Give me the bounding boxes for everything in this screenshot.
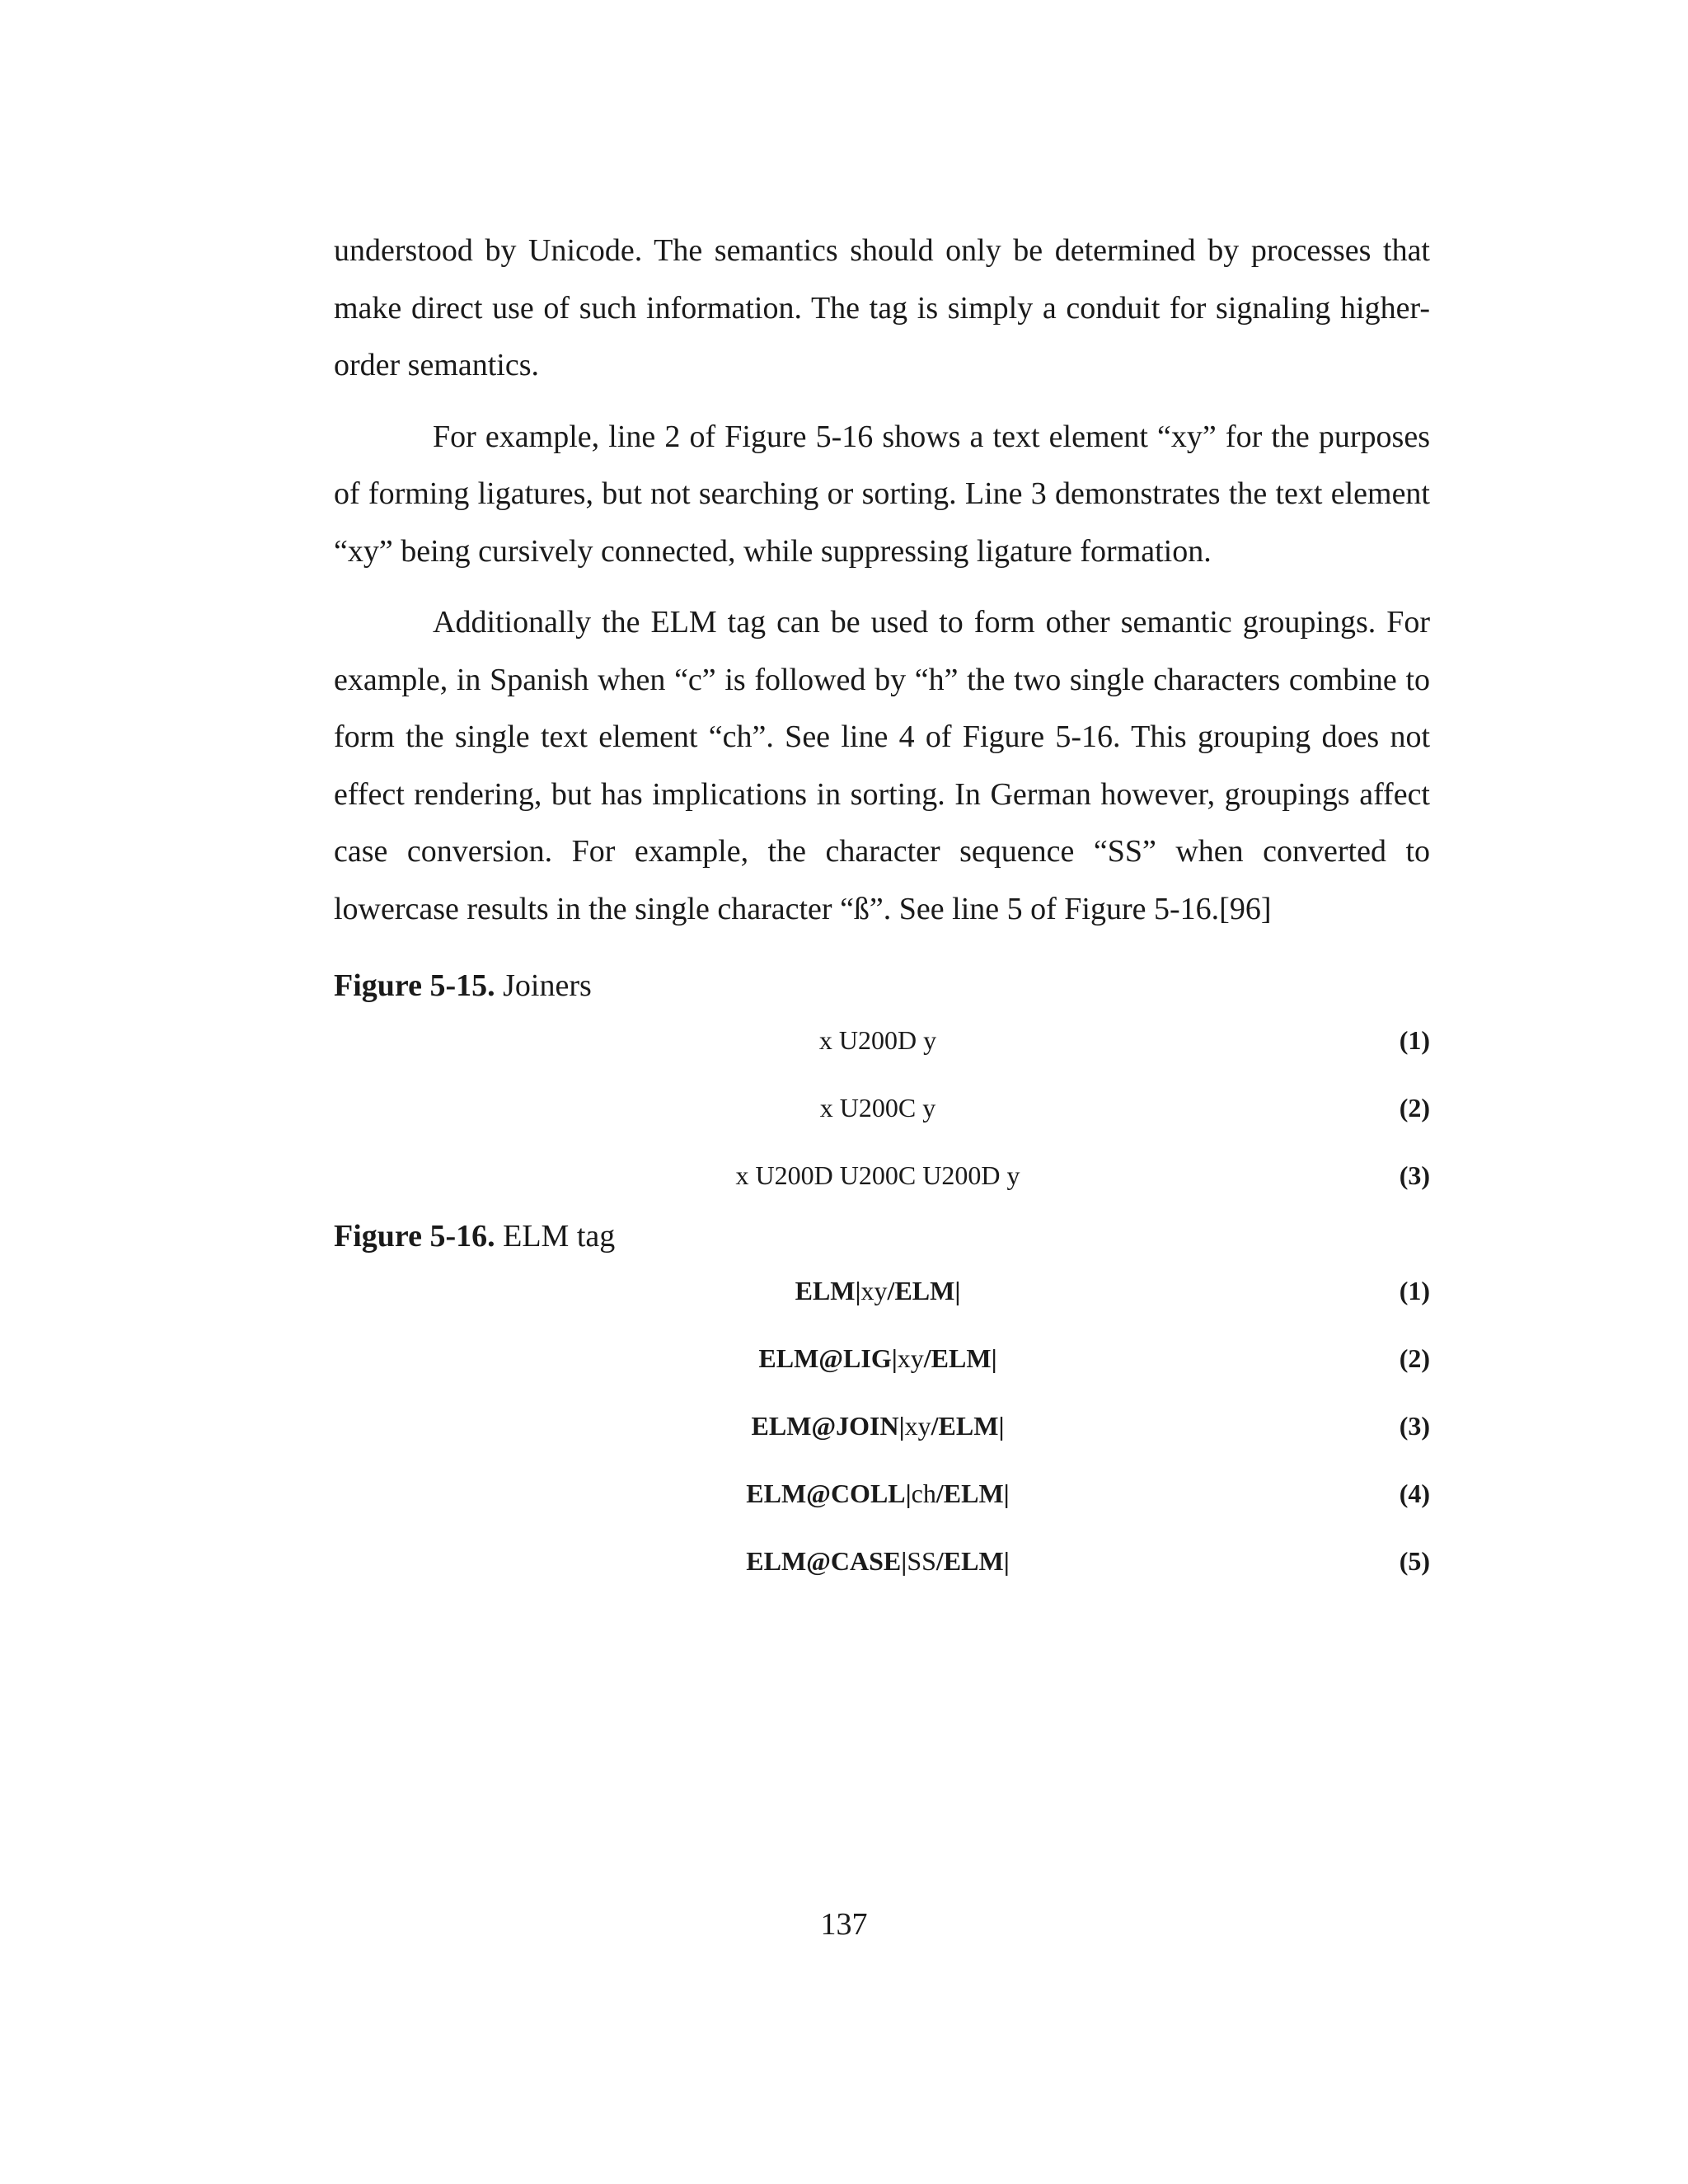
elm-expression	[334, 1257, 1422, 1324]
line-number: (2)	[1399, 1093, 1430, 1122]
line-number: (3)	[1399, 1411, 1430, 1441]
elm-open-tag: ELM@CASE|	[746, 1546, 907, 1576]
elm-open-tag: ELM|	[795, 1276, 861, 1305]
line-number: (4)	[1399, 1479, 1430, 1508]
line-number: (5)	[1399, 1546, 1430, 1576]
elm-expression	[334, 1527, 1422, 1595]
joiner-line-3	[334, 1141, 1430, 1209]
page-number: 137	[820, 1907, 868, 1942]
elm-content: ch	[911, 1479, 936, 1508]
elm-content: xy	[897, 1343, 924, 1373]
elm-expression	[334, 1460, 1422, 1527]
joiner-expression: x U200D y	[818, 1025, 937, 1055]
elm-line-2	[334, 1324, 1430, 1392]
figure-5-16-title: ELM tag	[503, 1219, 616, 1254]
elm-content: xy	[904, 1411, 931, 1441]
joiner-expression: x U200C y	[819, 1093, 936, 1122]
elm-expression	[334, 1392, 1422, 1460]
paragraph-1: understood by Unicode. The semantics should only be determined by processes that make direct use of such information. The tag is simply a conduit for signaling higher-order semantics.	[334, 233, 1430, 382]
figure-5-15-number: Figure 5-15.	[334, 968, 495, 1003]
line-number: (1)	[1399, 1276, 1430, 1305]
elm-close-tag: /ELM|	[887, 1276, 961, 1305]
figure-5-15-caption	[334, 965, 1430, 1006]
line-number: (3)	[1399, 1160, 1430, 1190]
elm-close-tag: /ELM|	[935, 1546, 1010, 1576]
elm-close-tag: /ELM|	[923, 1343, 997, 1373]
elm-open-tag: ELM@LIG|	[758, 1343, 898, 1373]
elm-close-tag: /ELM|	[935, 1479, 1010, 1508]
elm-expression	[334, 1324, 1422, 1392]
line-number: (1)	[1399, 1025, 1430, 1055]
elm-content: SS	[907, 1546, 936, 1576]
figure-5-16-lines	[334, 1257, 1430, 1595]
line-number: (2)	[1399, 1343, 1430, 1373]
page-body	[334, 223, 1430, 1595]
elm-open-tag: ELM@COLL|	[746, 1479, 912, 1508]
elm-line-3	[334, 1392, 1430, 1460]
figure-5-15-title: Joiners	[503, 968, 592, 1003]
elm-content: xy	[860, 1276, 888, 1305]
paragraph-3: Additionally the ELM tag can be used to form other semantic groupings. For example, in Spanish when “c” is followed by “h” the two single characters combine to form the single text element “ch”. See line 4 of Figure 5-16. This grouping does not effect rendering, but has implications in sorting. In German however, groupings affect case conversion. For example, the character sequence “SS” when converted to lowercase results in the single character “ß”. See line 5 of Figure 5-16.[96]	[334, 605, 1430, 926]
figure-5-15-lines	[334, 1006, 1430, 1209]
joiner-line-1	[334, 1006, 1430, 1074]
elm-close-tag: /ELM|	[931, 1411, 1005, 1441]
elm-line-5	[334, 1527, 1430, 1595]
joiner-expression: x U200D U200C U200D y	[735, 1160, 1020, 1190]
figure-5-16-number: Figure 5-16.	[334, 1219, 495, 1254]
paragraph-2: For example, line 2 of Figure 5-16 shows a text element “xy” for the purposes of forming ligatures, but not searching or sorting. Line 3 demonstrates the text element “xy” being cursively connected, while suppressing ligature formation.	[334, 419, 1430, 569]
joiner-line-2	[334, 1074, 1430, 1141]
figure-5-16-caption	[334, 1216, 1430, 1257]
elm-open-tag: ELM@JOIN|	[751, 1411, 905, 1441]
elm-line-1	[334, 1257, 1430, 1324]
elm-line-4	[334, 1460, 1430, 1527]
